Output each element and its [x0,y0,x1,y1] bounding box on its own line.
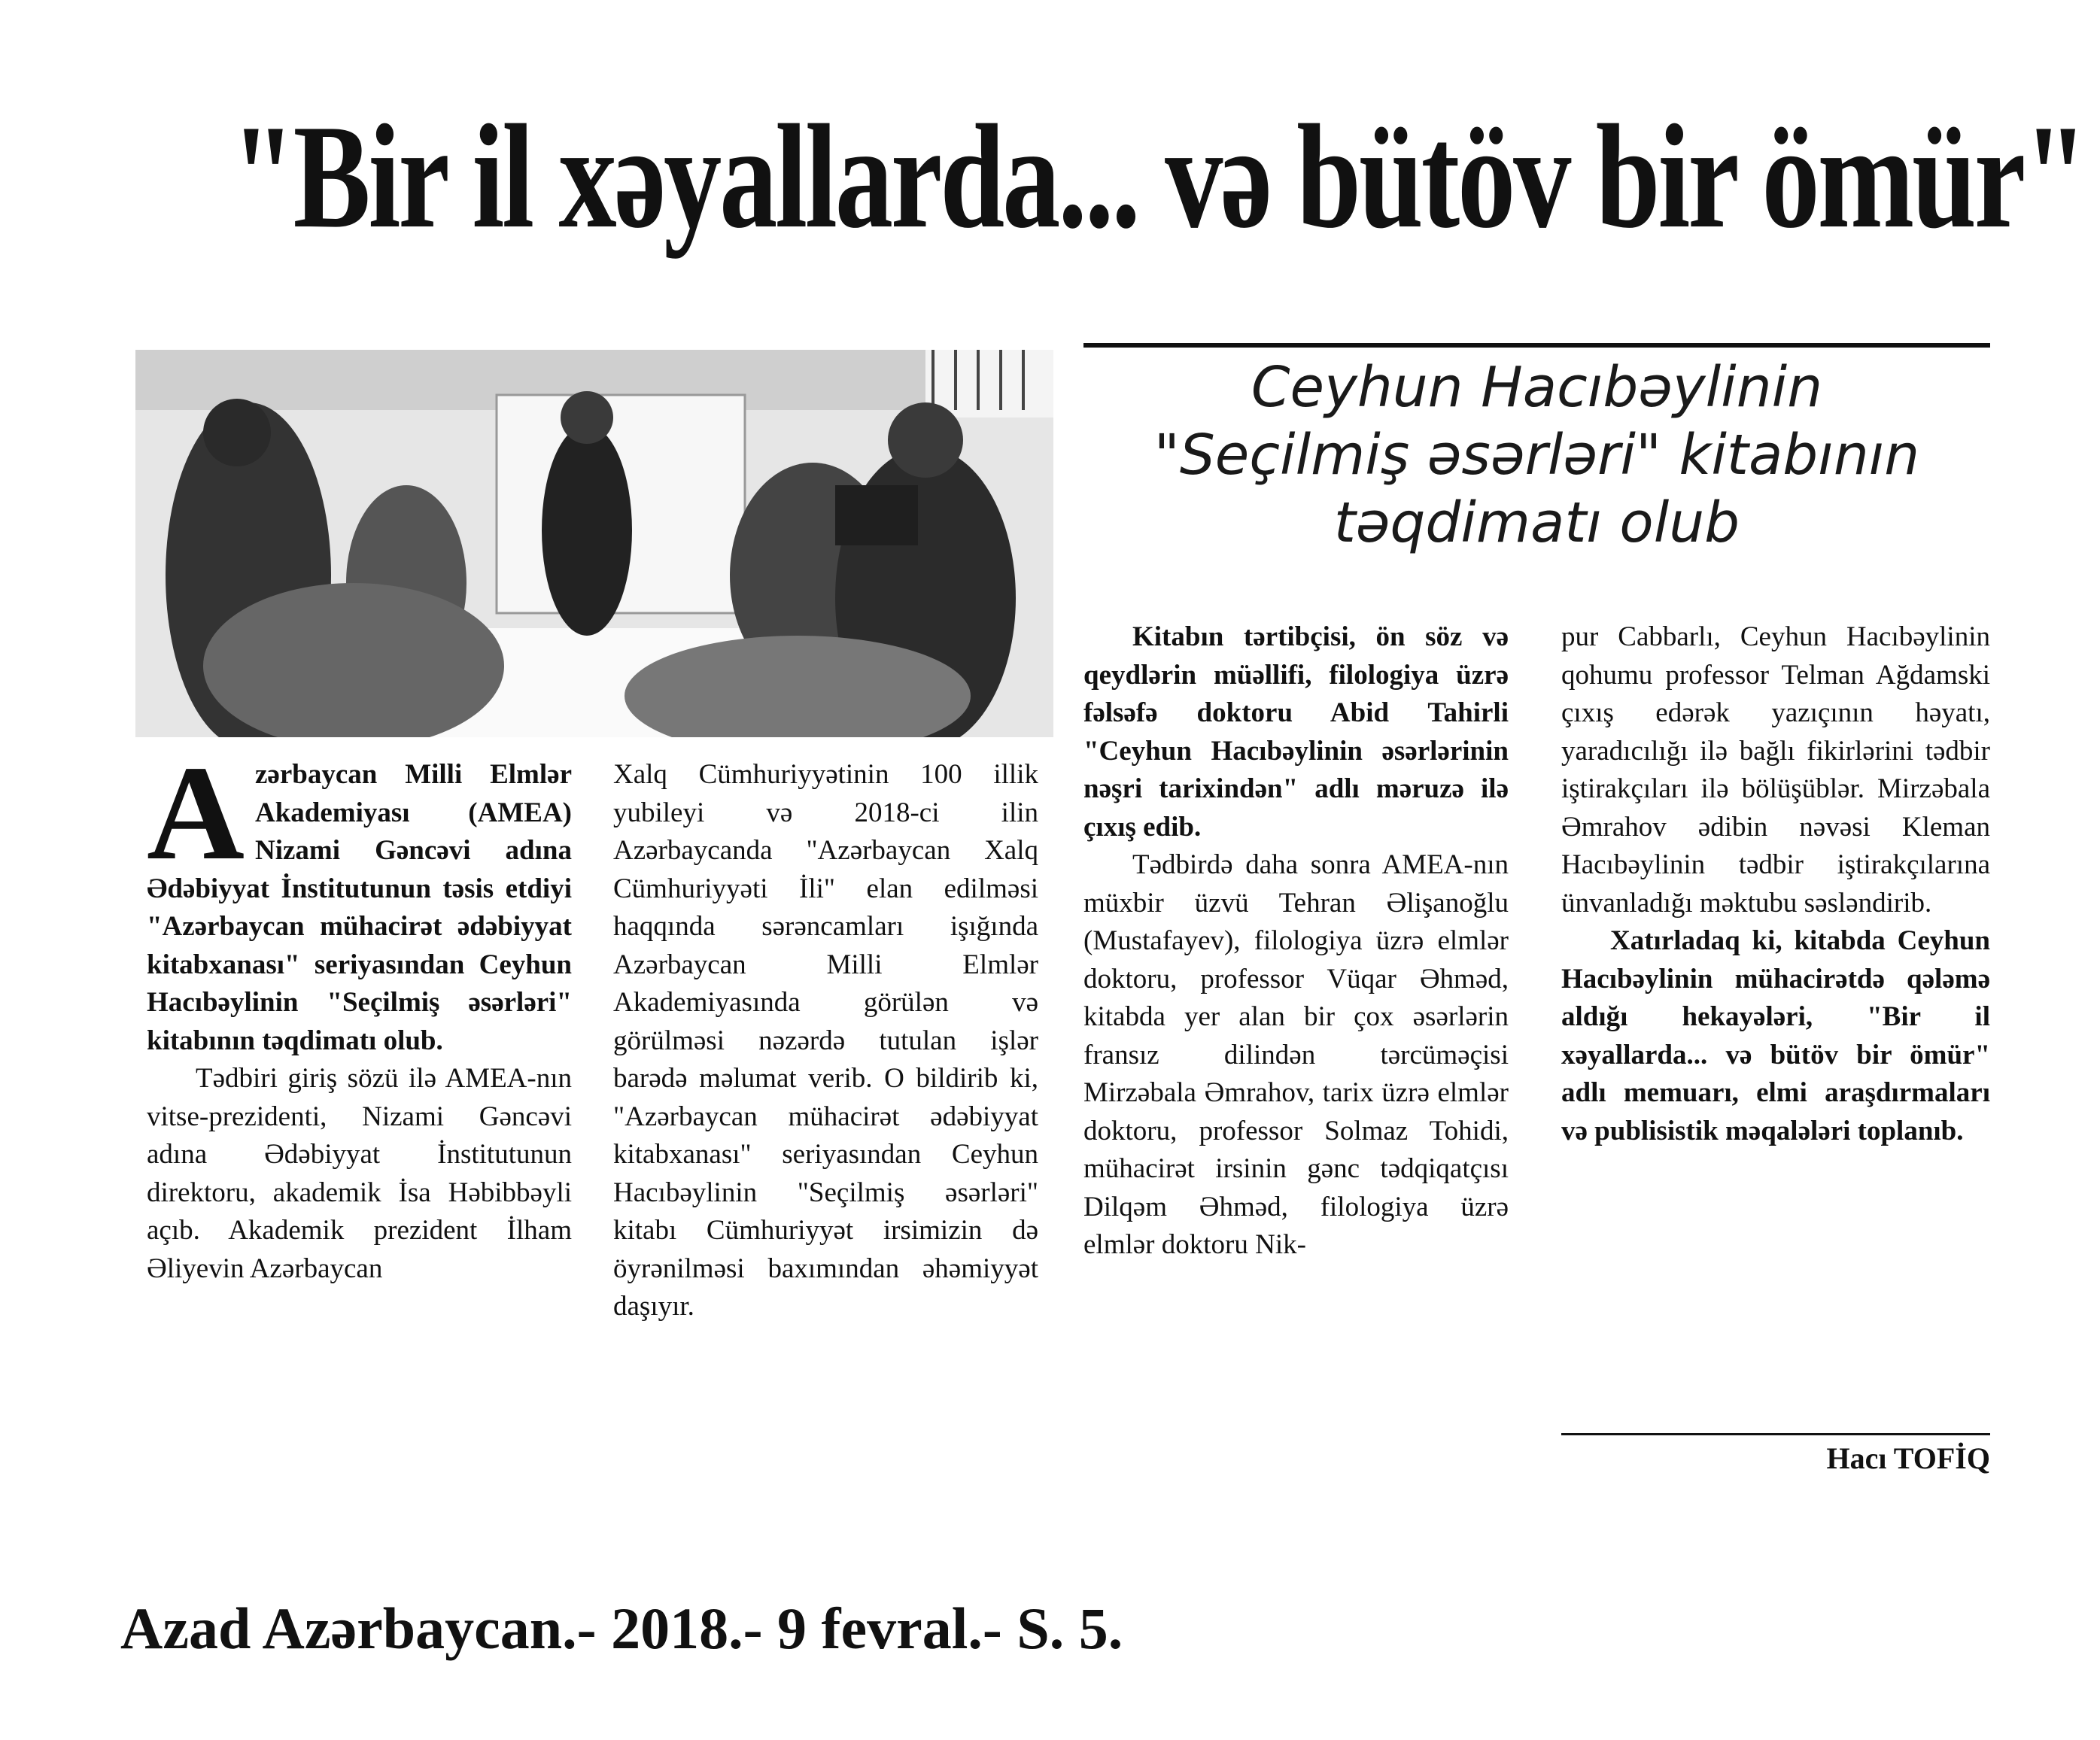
column-3 [1083,618,1509,1265]
column-4-paragraph-1: pur Cabbarlı, Ceyhun Hacıbəylinin qohumu professor Telman Ağdamski çıxış edərək yazıçının həyatı, yaradıcılığı ilə bağlı fikirlərini tədbir iştirakçıları ilə bölüşüblər. Mirzəbala Əmrahov ədibin nəvəsi Kleman Hacıbəylinin tədbir iştirakçılarına ünvanladığı məktubu səsləndirib. [1561,621,1990,919]
event-photo-image [135,350,1053,737]
subhead-line-1: Ceyhun Hacıbəylinin [1251,355,1823,420]
column-3-paragraph-2: Tədbirdə daha sonra AMEA-nın müxbir üzvü Tehran Əlişanoğlu (Mustafayev), filologiya üzrə elmlər doktoru, professor Vüqar Əhməd, kitabda yer alan bir çox əsərlərin fransız dilindən tərcüməçisi Mirzəbala Əmrahov, tarix üzrə elmlər doktoru, professor Solmaz Tohidi, mühacirət irsinin gənc tədqiqatçısı Dilqəm Əhməd, filologiya üzrə elmlər doktoru Nik- [1083,849,1509,1260]
drop-cap: A [147,738,245,888]
event-photo [135,350,1053,737]
author-signature: Hacı TOFİQ [1826,1441,1990,1475]
column-1-lead [147,738,572,1060]
column-4 [1561,618,1990,1150]
column-2-paragraph-1: Xalq Cümhuriyyətinin 100 illik yubileyi və 2018-ci ilin Azərbaycanda "Azərbaycan Xalq Cümhuriyyəti İli" elan edilməsi haqqında sərəncamları işığında Azərbaycan Milli Elmlər Akademiyasında görülən və görülməsi nəzərdə tutulan işlər barədə məlumat verib. O bildirib ki, "Azərbaycan mühacirət ədəbiyyat kitabxanası" seriyasından Ceyhun Hacıbəylinin "Seçilmiş əsərləri" kitabı Cümhuriyyət irsimizin də öyrənilməsi baxımından əhəmiyyət daşıyır. [613,759,1038,1322]
column-2 [613,756,1038,1326]
article-headline: "Bir il xəyallarda... və bütöv bir ömür" [231,94,2086,259]
source-citation: Azad Azərbaycan.- 2018.- 9 fevral.- S. 5. [120,1596,1123,1661]
subhead-rule [1083,343,1990,348]
lead-paragraph: zərbaycan Milli Elmlər Akademiyası (AMEA) Nizami Gəncəvi adına Ədəbiyyat İnstitutunun təsis etdiyi "Azərbaycan mühacirət ədəbiyyat kitabxanası" seriyasından Ceyhun Hacıbəylinin "Seçilmiş əsərləri" kitabının təqdimatı olub. [147,759,572,1056]
signature-rule [1561,1433,1990,1435]
column-1 [147,738,572,1288]
column-1-paragraph-2: Tədbiri giriş sözü ilə AMEA-nın vitse-prezidenti, Nizami Gəncəvi adına Ədəbiyyat İnstitutunun direktoru, akademik İsa Həbibbəyli açıb. Akademik prezident İlham Əliyevin Azərbaycan [147,1063,572,1284]
column-3-paragraph-1: Kitabın tərtibçisi, ön söz və qeydlərin müəllifi, filologiya üzrə fəlsəfə doktoru Abid Tahirli "Ceyhun Hacıbəylinin əsərlərinin nəşri tarixindən" adlı məruzə ilə çıxış edib. [1083,621,1509,843]
article-subhead [1083,354,1990,557]
subhead-line-3: təqdimatı olub [1333,490,1740,555]
column-4-paragraph-2: Xatırladaq ki, kitabda Ceyhun Hacıbəylinin mühacirətdə qələmə aldığı hekayələri, "Bir il xəyallarda... və bütöv bir ömür" adlı memuarı, elmi araşdırmaları və publisistik məqalələri toplanıb. [1561,925,1990,1146]
subhead-line-2: "Seçilmiş əsərləri" kitabının [1153,423,1920,487]
